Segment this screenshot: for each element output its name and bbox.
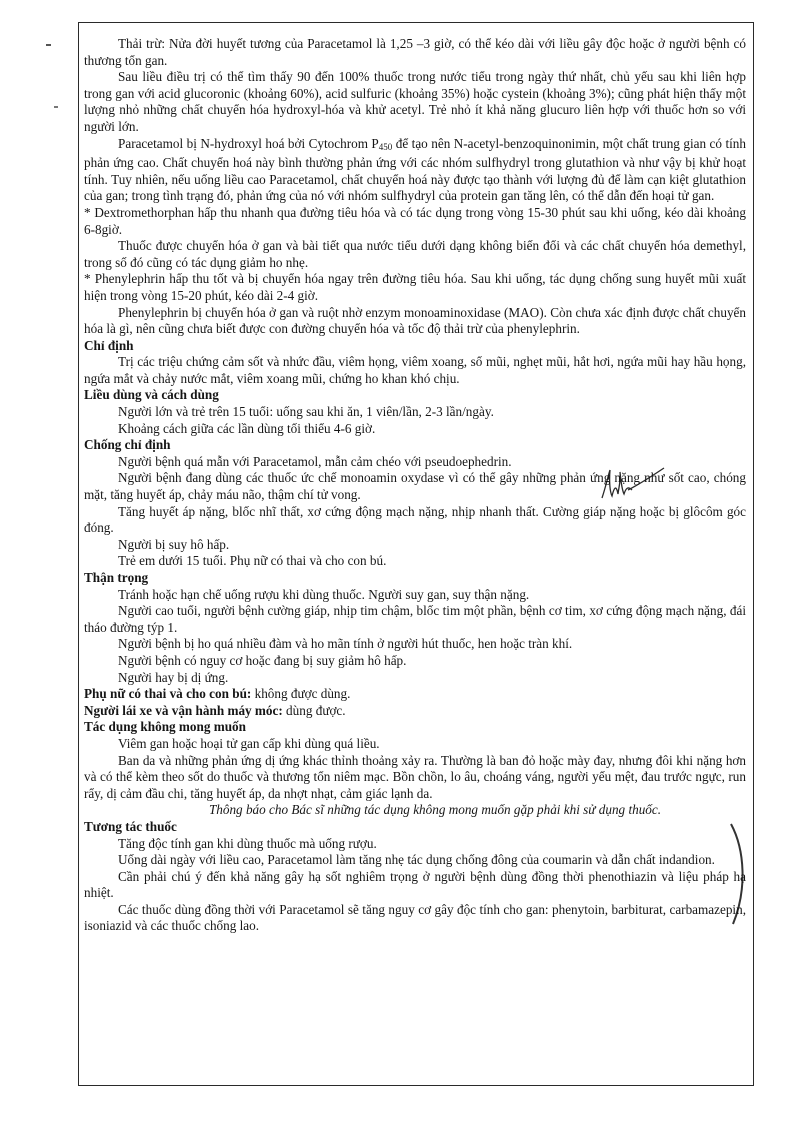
side-effects-heading: Tác dụng không mong muốn: [84, 719, 246, 735]
metabolism-paragraph: [84, 136, 746, 205]
contraindication-item: Người bệnh quá mẫn với Paracetamol, mẫn cảm chéo với pseudoephedrin.: [118, 453, 512, 469]
metabolism-text-b: để tạo nên N-acetyl-benzoquinonimin, một chất trung gian có tính phản ứng cao. Chất chuyển hoá này bình thường phản ứng với các nhóm sulfhydryl trong glutathion và như vậy bị khử hoạt tính. Tuy nhiên, nếu uống liều cao Paracetamol, chất chuyển hoá này được tạo thành với lượng đủ để làm cạn kiệt glutathion của gan; trong tình trạng đó, phản ứng của nó với nhóm sulfhydryl của protein gan tăng lên, có thể dẫn đến hoại tử gan.: [84, 135, 746, 204]
precaution-item: Người bệnh có nguy cơ hoặc đang bị suy giảm hô hấp.: [118, 652, 407, 668]
precaution-item: Người hay bị dị ứng.: [118, 669, 229, 685]
phenylephrin-paragraph: * Phenylephrin hấp thu tốt và bị chuyển hóa ngay trên đường tiêu hóa. Sau khi uống, tác dụng chống sung huyết mũi xuất hiện trong vòng 15-20 phút, kéo dài 2-4 giờ.: [84, 271, 746, 303]
driving-line: [84, 703, 746, 720]
dosage-heading: Liều dùng và cách dùng: [84, 387, 219, 403]
side-effects-note: Thông báo cho Bác sĩ những tác dụng không mong muốn gặp phải khi sử dụng thuốc.: [208, 802, 662, 818]
scan-mark-left-top: [46, 44, 51, 46]
contraindication-item: Tăng huyết áp nặng, blốc nhĩ thất, xơ cứng động mạch nặng, nhịp nhanh thất. Cường giáp nặng hoặc bị glôcôm góc đóng.: [84, 503, 746, 536]
contraindication-item: Người bệnh đang dùng các thuốc ức chế monoamin oxydase vì có thể gây những phản ứng nặng như sốt cao, chóng mặt, tăng huyết áp, chảy máu não, thậm chí tử vong.: [84, 470, 746, 503]
dextromethorphan-metabolism-paragraph: Thuốc được chuyển hóa ở gan và bài tiết qua nước tiểu dưới dạng không biến đổi và các chất chuyển hóa demethyl, trong số đó cũng có tác dụng giảm ho nhẹ.: [84, 238, 746, 270]
precautions-heading: Thận trọng: [84, 570, 149, 585]
pregnancy-line: [84, 686, 746, 703]
interaction-item: Cần phải chú ý đến khả năng gây hạ sốt nghiêm trọng ở người bệnh dùng đồng thời phenothiazin và liệu pháp hạ nhiệt.: [84, 868, 746, 901]
pregnancy-value: không được dùng.: [251, 686, 351, 702]
precaution-item: Người bệnh bị ho quá nhiều đàm và ho mãn tính ở người hút thuốc, hen hoặc tràn khí.: [118, 636, 573, 652]
contraindication-item: Người bị suy hô hấp.: [118, 536, 230, 552]
interaction-item: Uống dài ngày với liều cao, Paracetamol làm tăng nhẹ tác dụng chống đông của coumarin và dẫn chất indandion.: [118, 852, 715, 868]
side-effect-item: Viêm gan hoặc hoại tử gan cấp khi dùng quá liều.: [118, 735, 380, 751]
precaution-item: Tránh hoặc hạn chế uống rượu khi dùng thuốc. Người suy gan, suy thận nặng.: [118, 586, 530, 602]
interaction-item: Các thuốc dùng đồng thời với Paracetamol sẽ tăng nguy cơ gây độc tính cho gan: phenytoin, barbiturat, carbamazepin, isoniazid và các thuốc chống lao.: [84, 901, 746, 934]
cytochrome-subscript: 450: [378, 141, 393, 152]
indications-paragraph: Trị các triệu chứng cảm sốt và nhức đầu, viêm họng, viêm xoang, sổ mũi, nghẹt mũi, hắt hơi, ngứa mũi hay hầu họng, ngứa mắt và chảy nước mắt, viêm xoang mũi, chứng ho khan khó chịu.: [84, 354, 746, 386]
phenylephrin-metabolism-paragraph: Phenylephrin bị chuyển hóa ở gan và ruột nhờ enzym monoaminoxidase (MAO). Còn chưa xác định được chất chuyển hóa là gì, nên cũng chưa biết được con đường chuyển hóa và tốc độ thải trừ của phenylephrin.: [84, 304, 746, 337]
precaution-item: Người cao tuổi, người bệnh cường giáp, nhịp tim chậm, blốc tim một phần, bệnh cơ tim, xơ cứng động mạch nặng, đái tháo đường týp 1.: [84, 603, 746, 635]
scan-mark-left-2: [54, 106, 58, 108]
elimination-paragraph: Thải trừ: Nửa đời huyết tương của Paracetamol là 1,25 –3 giờ, có thể kéo dài với liều gây độc hoặc ở người bệnh có thương tổn gan.: [84, 36, 746, 68]
contraindications-heading: Chống chỉ định: [84, 437, 171, 453]
driving-value: dùng được.: [282, 702, 346, 718]
leaflet-content: [84, 36, 746, 935]
dosage-adult-line: Người lớn và trẻ trên 15 tuổi: uống sau khi ăn, 1 viên/lần, 2-3 lần/ngày.: [118, 404, 494, 420]
pregnancy-label: Phụ nữ có thai và cho con bú:: [84, 686, 252, 702]
contraindication-item: Trẻ em dưới 15 tuổi. Phụ nữ có thai và cho con bú.: [118, 553, 387, 569]
driving-label: Người lái xe và vận hành máy móc:: [84, 702, 283, 718]
side-effect-item: Ban da và những phản ứng dị ứng khác thỉnh thoảng xảy ra. Thường là ban đỏ hoặc mày đay, nhưng đôi khi nặng hơn và có thể kèm theo sốt do thuốc và thương tổn niêm mạc. Bồn chồn, lo âu, choáng váng, người yếu mệt, đau trước ngực, run rẩy, dị cảm đầu chi, tăng huyết áp, da nhợt nhạt, cảm giác lạnh da.: [84, 752, 746, 801]
metabolism-text-a: Paracetamol bị N-hydroxyl hoá bởi Cytochrom P: [118, 135, 379, 151]
indications-heading: Chỉ định: [84, 337, 134, 353]
interaction-item: Tăng độc tính gan khi dùng thuốc mà uống rượu.: [118, 835, 377, 851]
dosage-interval-line: Khoảng cách giữa các lần dùng tối thiểu 4-6 giờ.: [118, 420, 376, 436]
elimination-urine-paragraph: Sau liều điều trị có thể tìm thấy 90 đến 100% thuốc trong nước tiểu trong ngày thứ nhất, chủ yếu sau khi liên hợp trong gan với acid glucoronic (khoảng 60%), acid sulfuric (khoảng 35%) hoặc cystein (khoảng 3%); cũng phát hiện thấy một lượng nhỏ những chất chuyển hóa hydroxyl-hóa và khử acetyl. Trẻ nhỏ ít khả năng glucuro liên hợp với thuốc hơn so với người lớn.: [84, 69, 746, 134]
dextromethorphan-paragraph: * Dextromethorphan hấp thu nhanh qua đường tiêu hóa và có tác dụng trong vòng 15-30 phút sau khi uống, kéo dài khoảng 6-8giờ.: [84, 204, 746, 237]
interactions-heading: Tương tác thuốc: [84, 818, 177, 834]
